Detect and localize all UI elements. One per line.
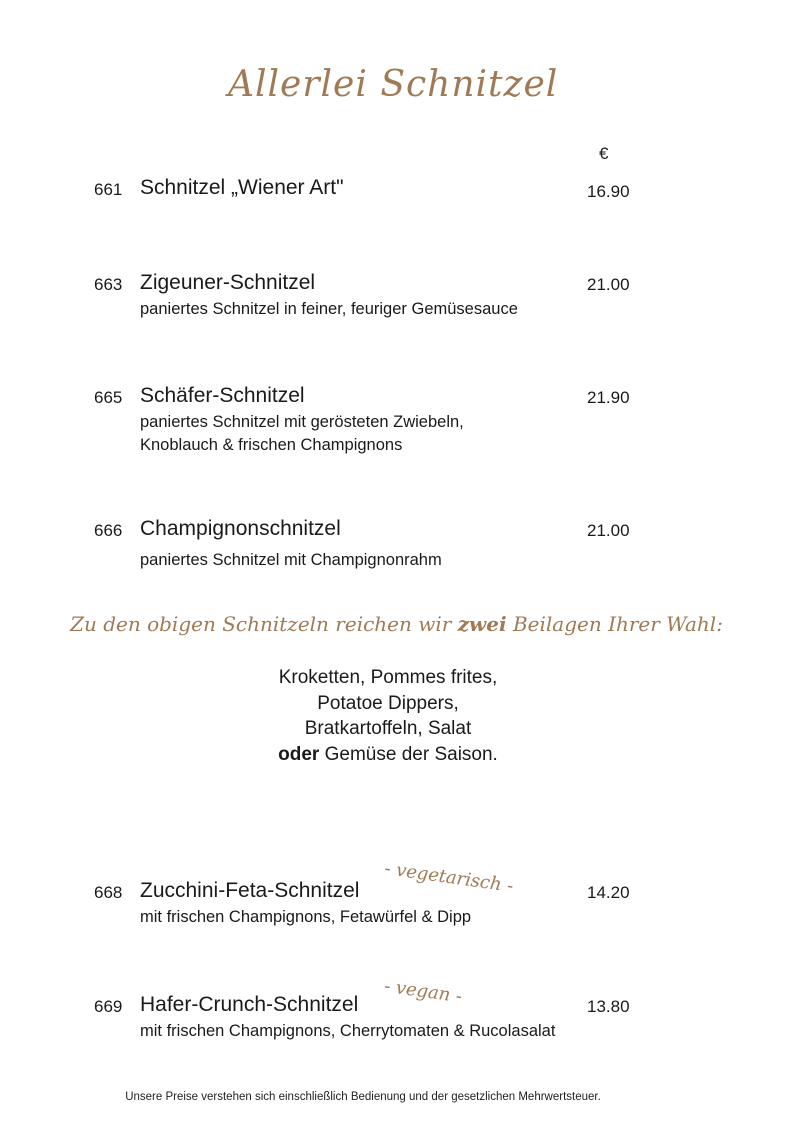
item-price: 14.20 — [587, 883, 630, 902]
item-description: paniertes Schnitzel in feiner, feuriger Gemüsesauce — [140, 300, 518, 318]
item-price: 21.90 — [587, 388, 630, 407]
item-price: 16.90 — [587, 182, 630, 201]
menu-title: Allerlei Schnitzel — [228, 64, 559, 105]
item-number: 663 — [94, 275, 123, 294]
item-description: paniertes Schnitzel mit gerösteten Zwiebeln, Knoblauch & frischen Champignons — [140, 413, 464, 454]
sides-note-emphasis: zwei — [457, 612, 507, 636]
item-name: Zucchini-Feta-Schnitzel — [140, 879, 360, 902]
item-price: 21.00 — [587, 275, 630, 294]
item-name: Schäfer-Schnitzel — [140, 384, 305, 407]
item-price: 13.80 — [587, 997, 630, 1016]
item-number: 666 — [94, 521, 123, 540]
item-name: Champignonschnitzel — [140, 517, 341, 540]
currency-header: € — [599, 144, 609, 163]
vegan-tag: - vegan - — [382, 975, 464, 1008]
item-number: 668 — [94, 883, 123, 902]
vegetarian-tag: - vegetarisch - — [383, 858, 515, 897]
item-price: 21.00 — [587, 521, 630, 540]
sides-list: Kroketten, Pommes frites, Potatoe Dippers, Bratkartoffeln, Salat oder Gemüse der Saison. — [278, 667, 498, 765]
price-footnote: Unsere Preise verstehen sich einschließlich Bedienung und der gesetzlichen Mehrwertsteuer. — [125, 1091, 601, 1103]
item-description: mit frischen Champignons, Cherrytomaten & Rucolasalat — [140, 1022, 556, 1040]
item-number: 661 — [94, 180, 123, 199]
item-description: mit frischen Champignons, Fetawürfel & Dipp — [140, 908, 472, 926]
item-name: Schnitzel „Wiener Art" — [140, 176, 344, 199]
item-number: 669 — [94, 997, 123, 1016]
item-name: Hafer-Crunch-Schnitzel — [140, 993, 359, 1016]
item-name: Zigeuner-Schnitzel — [140, 271, 316, 294]
item-number: 665 — [94, 388, 123, 407]
item-description: paniertes Schnitzel mit Champignonrahm — [140, 551, 442, 569]
sides-note: Zu den obigen Schnitzeln reichen wir zwei Beilagen Ihrer Wahl: — [70, 612, 723, 636]
